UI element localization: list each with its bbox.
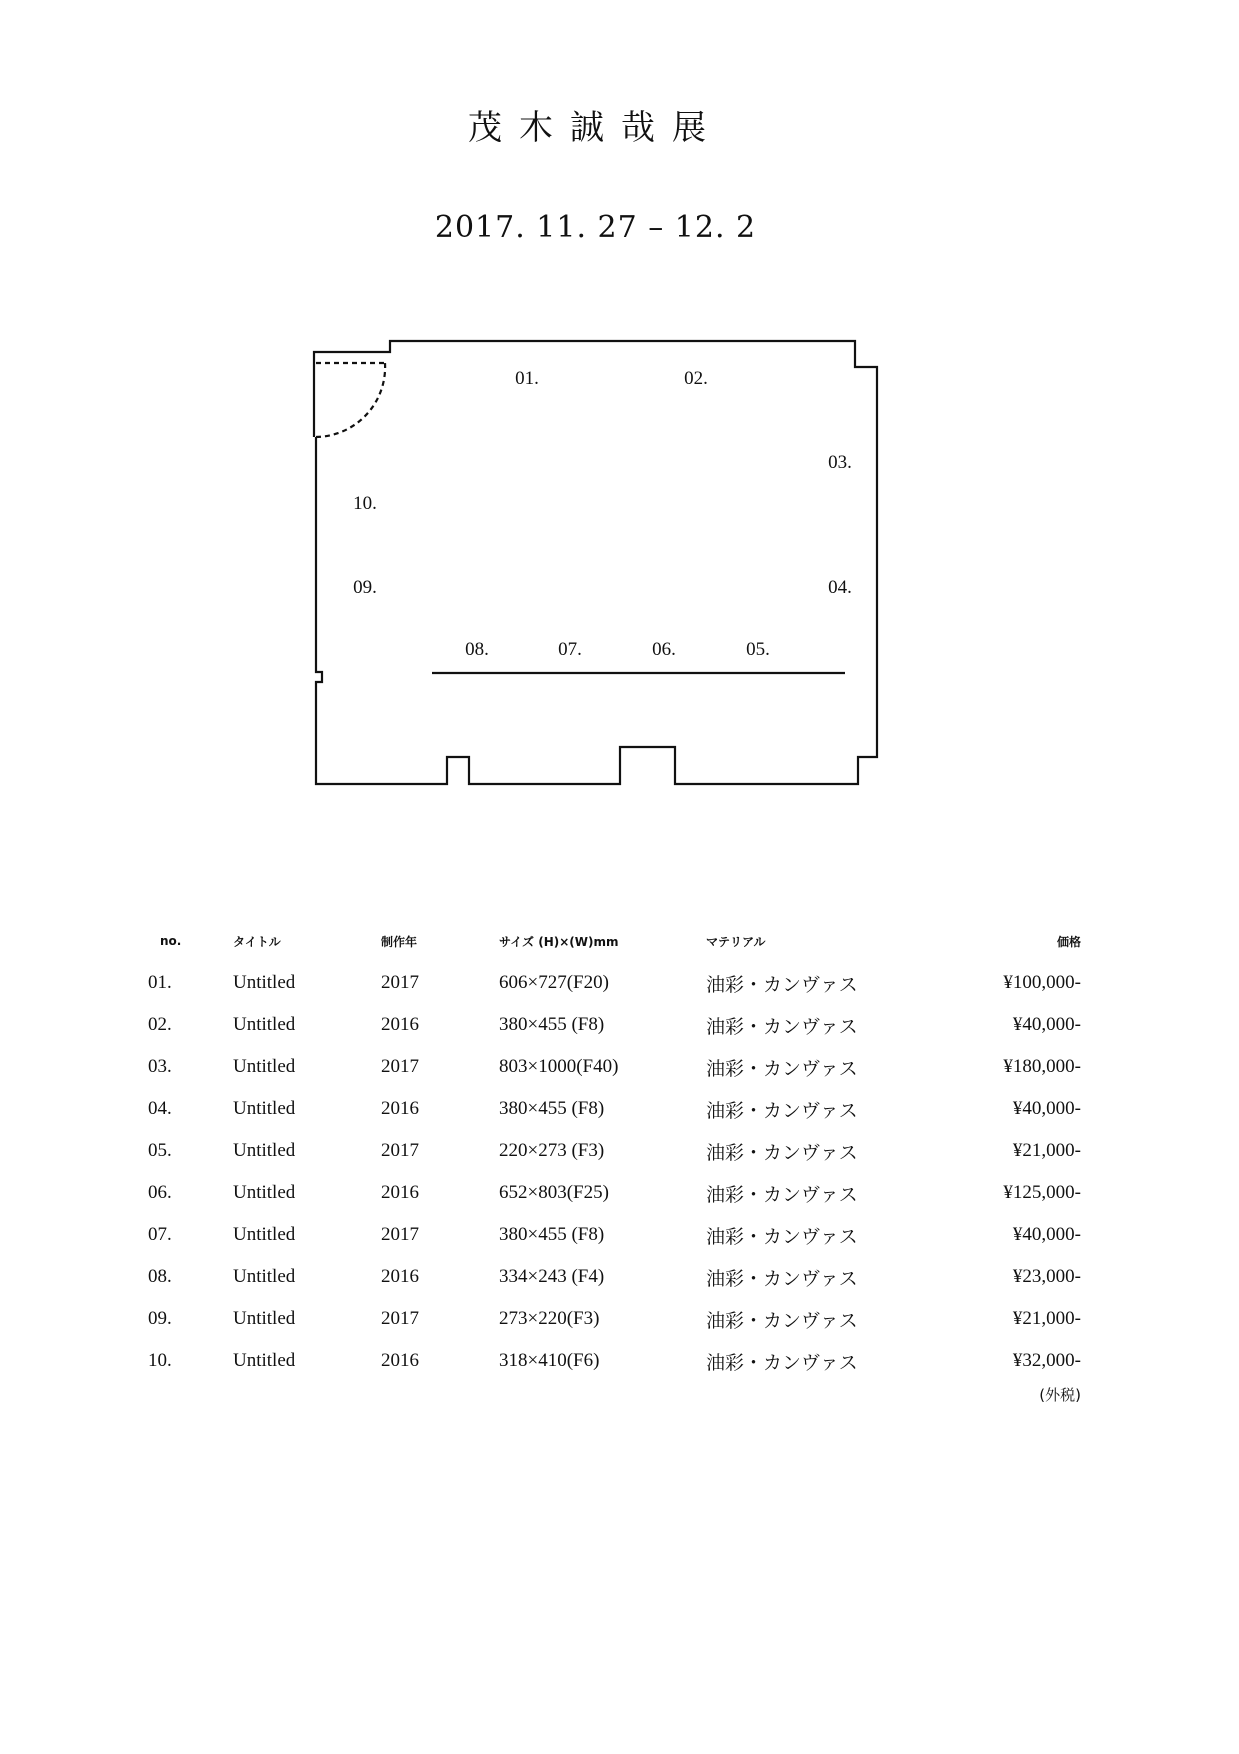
door-swing — [316, 363, 385, 437]
floor-plan-walls — [314, 341, 877, 784]
cell-title: Untitled — [233, 1224, 296, 1245]
header-no: no. — [160, 934, 182, 948]
cell-material: 油彩・カンヴァス — [706, 1352, 858, 1374]
table-row — [148, 1004, 1081, 1046]
cell-no: 04. — [148, 1098, 172, 1119]
cell-price: ¥40,000- — [1012, 1224, 1081, 1245]
cell-year: 2016 — [381, 1266, 419, 1287]
cell-size: 318×410(F6) — [499, 1350, 600, 1371]
cell-year: 2016 — [381, 1014, 419, 1035]
cell-year: 2017 — [381, 1140, 419, 1161]
wall-labels — [353, 368, 852, 660]
table-row — [148, 1130, 1081, 1172]
table-row — [148, 962, 1081, 1004]
cell-price: ¥32,000- — [1012, 1350, 1081, 1371]
cell-material: 油彩・カンヴァス — [706, 1016, 858, 1038]
cell-year: 2017 — [381, 972, 419, 993]
cell-size: 380×455 (F8) — [499, 1098, 605, 1119]
wall-label-05: 05. — [746, 639, 770, 660]
cell-size: 334×243 (F4) — [499, 1266, 605, 1287]
cell-no: 05. — [148, 1140, 172, 1161]
cell-title: Untitled — [233, 1014, 296, 1035]
cell-year: 2016 — [381, 1098, 419, 1119]
cell-title: Untitled — [233, 972, 296, 993]
header-size: サイズ (H)×(W)mm — [499, 934, 619, 949]
cell-size: 273×220(F3) — [499, 1308, 600, 1329]
header-title: タイトル — [233, 934, 281, 949]
table-row — [148, 1256, 1081, 1298]
exhibition-dates: 2017. 11. 27 – 12. 2 — [434, 210, 757, 245]
cell-title: Untitled — [233, 1056, 296, 1077]
cell-material: 油彩・カンヴァス — [706, 1058, 858, 1080]
wall-label-06: 06. — [652, 639, 676, 660]
cell-year: 2016 — [381, 1350, 419, 1371]
cell-price: ¥21,000- — [1012, 1308, 1081, 1329]
cell-no: 07. — [148, 1224, 172, 1245]
cell-size: 380×455 (F8) — [499, 1224, 605, 1245]
cell-material: 油彩・カンヴァス — [706, 974, 858, 996]
cell-material: 油彩・カンヴァス — [706, 1100, 858, 1122]
cell-material: 油彩・カンヴァス — [706, 1310, 858, 1332]
wall-label-07: 07. — [558, 639, 582, 660]
table-header-row — [148, 920, 1081, 962]
cell-no: 01. — [148, 972, 172, 993]
cell-no: 10. — [148, 1350, 172, 1371]
table-row — [148, 1214, 1081, 1256]
tax-note: (外税) — [1039, 1386, 1081, 1404]
cell-price: ¥100,000- — [1003, 972, 1081, 993]
wall-label-01: 01. — [515, 368, 539, 389]
cell-size: 380×455 (F8) — [499, 1014, 605, 1035]
cell-size: 220×273 (F3) — [499, 1140, 605, 1161]
cell-title: Untitled — [233, 1350, 296, 1371]
cell-no: 02. — [148, 1014, 172, 1035]
wall-label-09: 09. — [353, 577, 377, 598]
table-row — [148, 1088, 1081, 1130]
table-row — [148, 1340, 1081, 1382]
wall-label-08: 08. — [465, 639, 489, 660]
cell-price: ¥180,000- — [1003, 1056, 1081, 1077]
cell-title: Untitled — [233, 1266, 296, 1287]
wall-label-10: 10. — [353, 493, 377, 514]
cell-year: 2017 — [381, 1224, 419, 1245]
header-price: 価格 — [1056, 934, 1081, 949]
cell-year: 2017 — [381, 1056, 419, 1077]
cell-title: Untitled — [233, 1140, 296, 1161]
cell-size: 652×803(F25) — [499, 1182, 609, 1203]
cell-no: 08. — [148, 1266, 172, 1287]
cell-price: ¥125,000- — [1003, 1182, 1081, 1203]
cell-price: ¥23,000- — [1012, 1266, 1081, 1287]
table-row — [148, 1172, 1081, 1214]
cell-title: Untitled — [233, 1182, 296, 1203]
cell-material: 油彩・カンヴァス — [706, 1226, 858, 1248]
cell-title: Untitled — [233, 1098, 296, 1119]
header-material: マテリアル — [706, 934, 766, 949]
cell-size: 606×727(F20) — [499, 972, 609, 993]
wall-label-04: 04. — [828, 577, 852, 598]
cell-no: 09. — [148, 1308, 172, 1329]
cell-price: ¥40,000- — [1012, 1014, 1081, 1035]
exhibition-title: 茂木誠哉展 — [468, 108, 723, 148]
cell-year: 2016 — [381, 1182, 419, 1203]
cell-no: 03. — [148, 1056, 172, 1077]
cell-material: 油彩・カンヴァス — [706, 1142, 858, 1164]
cell-material: 油彩・カンヴァス — [706, 1184, 858, 1206]
cell-price: ¥21,000- — [1012, 1140, 1081, 1161]
header-year: 制作年 — [381, 934, 418, 949]
artwork-list — [148, 920, 1081, 1382]
wall-label-02: 02. — [684, 368, 708, 389]
cell-no: 06. — [148, 1182, 172, 1203]
cell-size: 803×1000(F40) — [499, 1056, 619, 1077]
cell-year: 2017 — [381, 1308, 419, 1329]
table-row — [148, 1046, 1081, 1088]
cell-price: ¥40,000- — [1012, 1098, 1081, 1119]
cell-title: Untitled — [233, 1308, 296, 1329]
wall-label-03: 03. — [828, 452, 852, 473]
cell-material: 油彩・カンヴァス — [706, 1268, 858, 1290]
floor-plan-outline — [314, 341, 877, 784]
table-row — [148, 1298, 1081, 1340]
